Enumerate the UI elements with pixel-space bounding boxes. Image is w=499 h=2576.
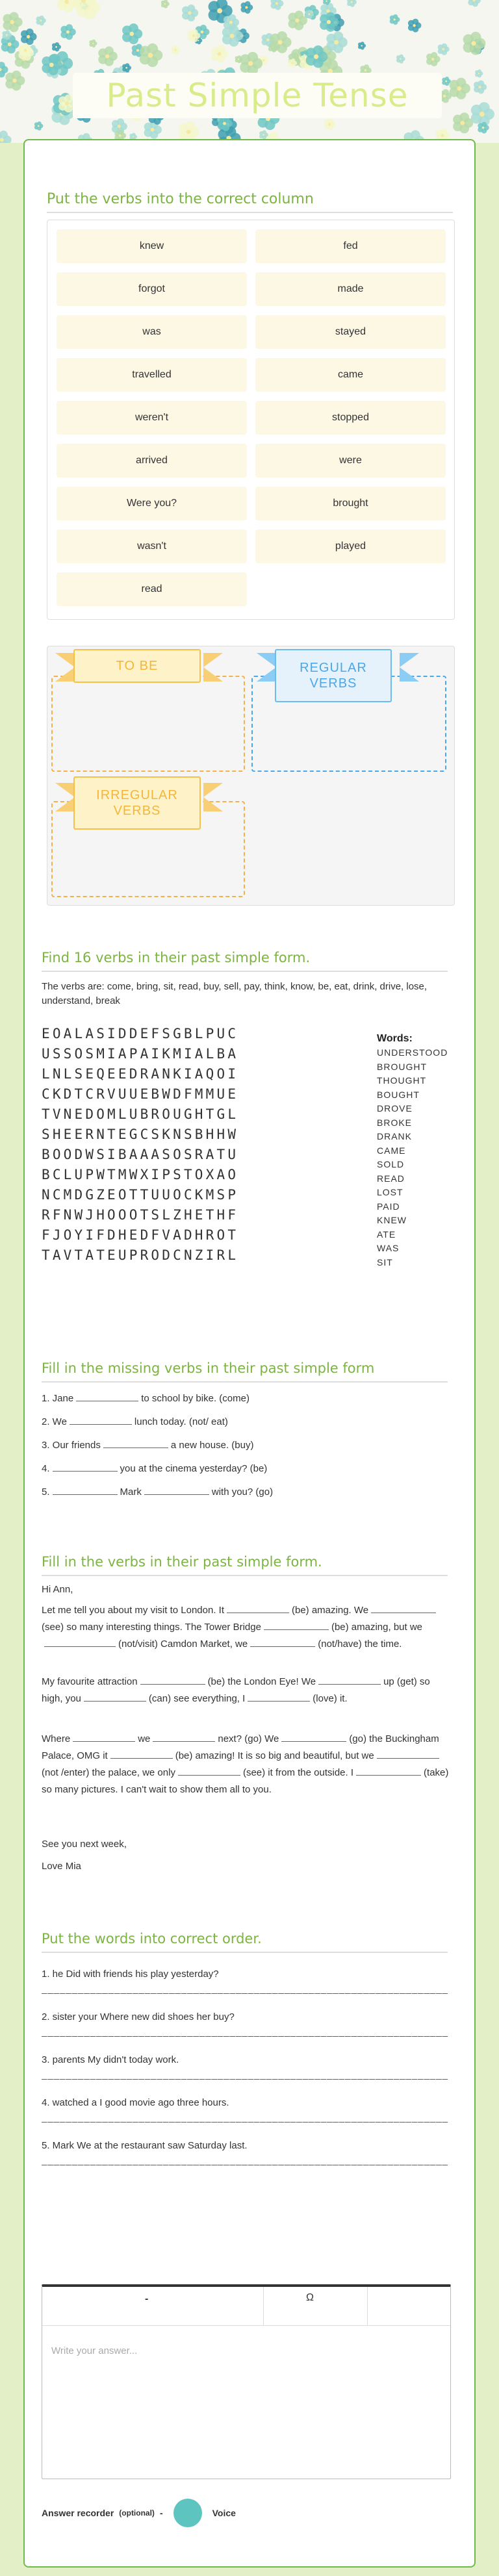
text: (see) so many interesting things. The Tower Bridge bbox=[42, 1622, 261, 1633]
grid-row: SHEERNTEGCSKNSBHHW bbox=[42, 1127, 239, 1142]
verb-chip[interactable]: read bbox=[57, 572, 247, 606]
word-list-item: READ bbox=[377, 1173, 405, 1184]
verb-chip[interactable]: stayed bbox=[255, 315, 446, 349]
flower-decoration bbox=[396, 55, 405, 64]
grid-row: TAVTATEUPRODCNZIRL bbox=[42, 1247, 239, 1263]
answer-blank[interactable] bbox=[53, 1462, 118, 1472]
prefix: 3. Our friends bbox=[42, 1440, 101, 1451]
flower-decoration bbox=[222, 25, 243, 47]
flower-decoration bbox=[57, 0, 77, 12]
prefix: 5. bbox=[42, 1486, 50, 1498]
verb-chip[interactable]: weren't bbox=[57, 401, 247, 435]
record-button[interactable] bbox=[173, 2499, 202, 2527]
format-dropdown[interactable]: - bbox=[145, 2293, 149, 2304]
text: My favourite attraction bbox=[42, 1676, 138, 1687]
text: (take) so many pictures. I can't wait to show them all to you. bbox=[42, 1767, 449, 1795]
missing-item-2 bbox=[42, 1415, 228, 1429]
answer-blank[interactable] bbox=[103, 1438, 168, 1448]
letter-paragraph-3 bbox=[42, 1731, 450, 1798]
voice-label: Voice bbox=[212, 2508, 236, 2518]
flower-decoration bbox=[161, 0, 170, 8]
text: (see) it from the outside. I bbox=[242, 1767, 354, 1778]
verb-chip[interactable]: brought bbox=[255, 487, 446, 520]
missing-item-4 bbox=[42, 1462, 267, 1476]
order-question: 4. watched a I good movie ago three hours. bbox=[42, 2097, 229, 2108]
verb-chip[interactable]: forgot bbox=[57, 272, 247, 306]
word-list-item: LOST bbox=[377, 1187, 403, 1197]
order-question: 1. he Did with friends his play yesterday? bbox=[42, 1969, 219, 1980]
ribbon-tail bbox=[400, 653, 419, 682]
grid-row: BOODWSIBAAASOSRATU bbox=[42, 1147, 239, 1162]
irregular-verbs-label bbox=[73, 776, 201, 830]
irregular-line-1: IRREGULAR bbox=[96, 788, 178, 802]
recorder-optional: (optional) bbox=[119, 2508, 155, 2518]
grid-row: TVNEDOMLUBROUGHTGL bbox=[42, 1106, 239, 1122]
divider bbox=[42, 1381, 448, 1383]
divider bbox=[42, 1575, 448, 1576]
answer-blank[interactable] bbox=[377, 1749, 439, 1759]
flower-decoration bbox=[468, 0, 481, 7]
search-instructions: The verbs are: come, bring, sit, read, buy, sell, pay, think, know, be, eat, drink, drive, lose, understand, break bbox=[42, 981, 428, 1006]
flower-decoration bbox=[89, 40, 97, 47]
letter-paragraph-1 bbox=[42, 1602, 450, 1653]
answer-placeholder: Write your answer... bbox=[51, 2345, 138, 2356]
answer-blank[interactable] bbox=[70, 1415, 132, 1425]
special-char-button[interactable]: Ω bbox=[306, 2292, 314, 2303]
grid-row: RFNWJHOOOTSLZHETHF bbox=[42, 1207, 239, 1223]
ribbon-tail bbox=[203, 783, 223, 811]
order-question: 2. sister your Where new did shoes her buy? bbox=[42, 2011, 235, 2022]
ribbon-tail bbox=[55, 653, 75, 682]
flower-decoration bbox=[172, 45, 180, 55]
suffix: lunch today. (not/ eat) bbox=[134, 1416, 228, 1427]
answer-line[interactable]: ___________________________________________________________________ bbox=[42, 2112, 448, 2123]
order-question: 3. parents My didn't today work. bbox=[42, 2054, 179, 2065]
word-list-item: CAME bbox=[377, 1145, 406, 1156]
flower-decoration bbox=[0, 131, 12, 143]
word-list-item: DRANK bbox=[377, 1131, 413, 1141]
answer-blank[interactable] bbox=[84, 1692, 146, 1702]
text: we bbox=[138, 1733, 151, 1744]
word-list-item: KNEW bbox=[377, 1215, 407, 1225]
regular-line-1: REGULAR bbox=[300, 661, 367, 675]
divider bbox=[47, 212, 453, 213]
flower-decoration bbox=[182, 5, 198, 21]
ribbon-tail bbox=[55, 783, 75, 811]
flower-decoration bbox=[5, 71, 25, 91]
answer-line[interactable]: ___________________________________________________________________ bbox=[42, 2155, 448, 2166]
flower-decoration bbox=[326, 31, 348, 53]
flower-decoration bbox=[475, 70, 483, 78]
verb-chip[interactable]: came bbox=[255, 358, 446, 392]
grid-row: LNLSEQEEDRANKIAQOI bbox=[42, 1066, 239, 1082]
regular-verbs-label bbox=[275, 649, 392, 702]
ribbon-tail bbox=[203, 653, 223, 682]
flower-decoration bbox=[453, 112, 473, 133]
word-list-item: UNDERSTOOD bbox=[377, 1047, 448, 1058]
flower-decoration bbox=[3, 12, 23, 32]
text: Let me tell you about my visit to London. It bbox=[42, 1605, 224, 1616]
grid-row: NCMDGZEOTTUUOCKMSP bbox=[42, 1187, 239, 1203]
verb-chip[interactable]: knew bbox=[57, 229, 247, 263]
answer-recorder bbox=[42, 2499, 236, 2527]
flower-decoration bbox=[463, 32, 486, 55]
answer-blank[interactable] bbox=[73, 1732, 135, 1742]
answer-blank[interactable] bbox=[250, 1637, 315, 1647]
title-banner bbox=[73, 73, 442, 118]
word-list-item: BROUGHT bbox=[377, 1061, 427, 1072]
flower-decoration bbox=[34, 121, 44, 131]
answer-blank[interactable] bbox=[110, 1749, 173, 1759]
flower-decoration bbox=[426, 52, 441, 66]
letter-greeting: Hi Ann, bbox=[42, 1584, 73, 1595]
suffix: with you? (go) bbox=[211, 1486, 274, 1498]
verb-pool bbox=[47, 220, 455, 620]
answer-blank[interactable] bbox=[53, 1485, 118, 1495]
text: next? (go) We bbox=[218, 1733, 279, 1744]
answer-blank[interactable] bbox=[44, 1637, 116, 1647]
flower-decoration bbox=[52, 42, 61, 51]
answer-blank[interactable] bbox=[356, 1766, 421, 1776]
prefix: 2. We bbox=[42, 1416, 67, 1427]
verb-chip[interactable]: travelled bbox=[57, 358, 247, 392]
subject: Mark bbox=[120, 1486, 142, 1498]
worksheet-card bbox=[23, 139, 476, 2568]
flower-decoration bbox=[122, 63, 131, 72]
verb-chip[interactable]: fed bbox=[255, 229, 446, 263]
flower-decoration bbox=[21, 29, 37, 45]
toolbar-separator bbox=[263, 2287, 264, 2326]
answer-editor[interactable] bbox=[42, 2284, 451, 2479]
text: (be) amazing! It is so big and beautiful, but we bbox=[175, 1750, 374, 1761]
answer-blank[interactable] bbox=[178, 1766, 240, 1776]
flower-decoration bbox=[438, 44, 450, 55]
to-be-text: TO BE bbox=[116, 659, 159, 673]
flower-decoration bbox=[408, 19, 422, 32]
prefix: 1. Jane bbox=[42, 1393, 74, 1404]
word-list-item: BROKE bbox=[377, 1117, 413, 1128]
verb-chip[interactable]: played bbox=[255, 529, 446, 563]
text: Where bbox=[42, 1733, 71, 1744]
grid-row: EOALASIDDEFSGBLPUC bbox=[42, 1026, 239, 1041]
answer-line[interactable]: ___________________________________________________________________ bbox=[42, 1983, 448, 1995]
answer-blank[interactable] bbox=[76, 1392, 138, 1401]
word-list-item: WAS bbox=[377, 1243, 400, 1253]
verb-chip[interactable]: arrived bbox=[57, 444, 247, 478]
to-be-dropzone[interactable] bbox=[51, 676, 245, 772]
flower-decoration bbox=[60, 24, 75, 40]
answer-line[interactable]: ___________________________________________________________________ bbox=[42, 2069, 448, 2080]
answer-blank[interactable] bbox=[281, 1732, 346, 1742]
page-title: Past Simple Tense bbox=[106, 77, 409, 114]
word-list-item: THOUGHT bbox=[377, 1075, 427, 1086]
regular-line-2: VERBS bbox=[309, 676, 357, 691]
answer-blank[interactable] bbox=[248, 1692, 310, 1702]
flower-decoration bbox=[122, 23, 142, 44]
verb-chip[interactable]: was bbox=[57, 315, 247, 349]
missing-item-1 bbox=[42, 1392, 250, 1406]
flower-decoration bbox=[324, 118, 335, 130]
letter-title: Fill in the verbs in their past simple form. bbox=[42, 1554, 322, 1570]
answer-blank[interactable] bbox=[227, 1603, 289, 1613]
grid-row: FJOYIFDHEDFVADHROT bbox=[42, 1227, 239, 1243]
answer-blank[interactable] bbox=[264, 1620, 329, 1630]
flower-decoration bbox=[211, 45, 228, 62]
suffix: you at the cinema yesterday? (be) bbox=[120, 1463, 268, 1474]
text: (love) it. bbox=[313, 1693, 348, 1704]
word-list-item: BOUGHT bbox=[377, 1089, 420, 1100]
flower-decoration bbox=[98, 46, 118, 66]
word-list-item: PAID bbox=[377, 1201, 400, 1212]
sort-title: Put the verbs into the correct column bbox=[47, 191, 314, 207]
recorder-dash: - bbox=[159, 2508, 163, 2518]
flower-decoration bbox=[270, 31, 292, 53]
search-title: Find 16 verbs in their past simple form. bbox=[42, 950, 311, 965]
verb-chip[interactable]: stopped bbox=[255, 401, 446, 435]
editor-toolbar bbox=[42, 2287, 450, 2326]
grid-row: USSOSMIAPAIKMIALBA bbox=[42, 1046, 239, 1062]
flower-decoration bbox=[240, 52, 262, 75]
divider bbox=[42, 971, 448, 972]
to-be-label bbox=[73, 649, 201, 683]
verb-chip[interactable]: made bbox=[255, 272, 446, 306]
category-board bbox=[47, 646, 455, 906]
text: (go) the Buckingham Palace, OMG it bbox=[42, 1733, 439, 1761]
missing-title: Fill in the missing verbs in their past simple form bbox=[42, 1360, 375, 1376]
text: (be) the London Eye! We bbox=[207, 1676, 316, 1687]
verb-chip[interactable]: wasn't bbox=[57, 529, 247, 563]
letter-signature: Love Mia bbox=[42, 1861, 81, 1872]
flower-decoration bbox=[288, 10, 307, 30]
word-list-item: SOLD bbox=[377, 1159, 405, 1169]
ribbon-tail bbox=[257, 653, 276, 682]
flower-decoration bbox=[358, 42, 366, 49]
suffix: to school by bike. (come) bbox=[141, 1393, 250, 1404]
words-label: Words: bbox=[377, 1033, 413, 1044]
text: (not /enter) the palace, we only bbox=[42, 1767, 175, 1778]
letter-paragraph-2 bbox=[42, 1674, 450, 1707]
answer-blank[interactable] bbox=[153, 1732, 215, 1742]
missing-item-3 bbox=[42, 1438, 253, 1453]
flower-decoration bbox=[347, 0, 357, 7]
verb-chip[interactable]: Were you? bbox=[57, 487, 247, 520]
flower-decoration bbox=[140, 44, 162, 67]
suffix: a new house. (buy) bbox=[170, 1440, 254, 1451]
missing-item-5 bbox=[42, 1485, 273, 1499]
flower-decoration bbox=[449, 78, 470, 99]
word-list-item: DROVE bbox=[377, 1103, 413, 1114]
word-list-item: SIT bbox=[377, 1256, 393, 1268]
grid-row: BCLUPWTMWXIPSTOXAO bbox=[42, 1167, 239, 1182]
answer-blank[interactable] bbox=[318, 1675, 381, 1685]
word-search-grid[interactable] bbox=[42, 1024, 351, 1266]
floral-header-background bbox=[0, 0, 499, 143]
verb-chip[interactable]: were bbox=[255, 444, 446, 478]
divider bbox=[42, 1952, 448, 1953]
letter-closing: See you next week, bbox=[42, 1839, 127, 1850]
irregular-line-2: VERBS bbox=[113, 804, 161, 818]
text: up (get) so high, you bbox=[42, 1676, 430, 1704]
answer-blank[interactable] bbox=[144, 1485, 209, 1495]
recorder-label: Answer recorder bbox=[42, 2508, 114, 2518]
flower-decoration bbox=[390, 14, 400, 25]
answer-blank[interactable] bbox=[371, 1603, 436, 1613]
text: (can) see everything, I bbox=[148, 1693, 246, 1704]
prefix: 4. bbox=[42, 1463, 50, 1474]
flower-decoration bbox=[241, 1, 253, 14]
text: (not/visit) Camdon Market, we bbox=[118, 1639, 248, 1650]
word-list-item: ATE bbox=[377, 1229, 396, 1240]
text: (not/have) the time. bbox=[318, 1639, 402, 1650]
text: (be) amazing, but we bbox=[331, 1622, 423, 1633]
toolbar-separator bbox=[367, 2287, 368, 2326]
order-question: 5. Mark We at the restaurant saw Saturday last. bbox=[42, 2140, 248, 2151]
flower-decoration bbox=[270, 0, 283, 10]
answer-blank[interactable] bbox=[140, 1675, 205, 1685]
flower-decoration bbox=[474, 81, 487, 94]
text: (be) amazing. We bbox=[292, 1605, 369, 1616]
order-title: Put the words into correct order. bbox=[42, 1931, 262, 1946]
grid-row: CKDTCRVUUEBWDFMMUE bbox=[42, 1086, 239, 1102]
answer-line[interactable]: ___________________________________________________________________ bbox=[42, 2026, 448, 2037]
flower-decoration bbox=[36, 16, 46, 26]
